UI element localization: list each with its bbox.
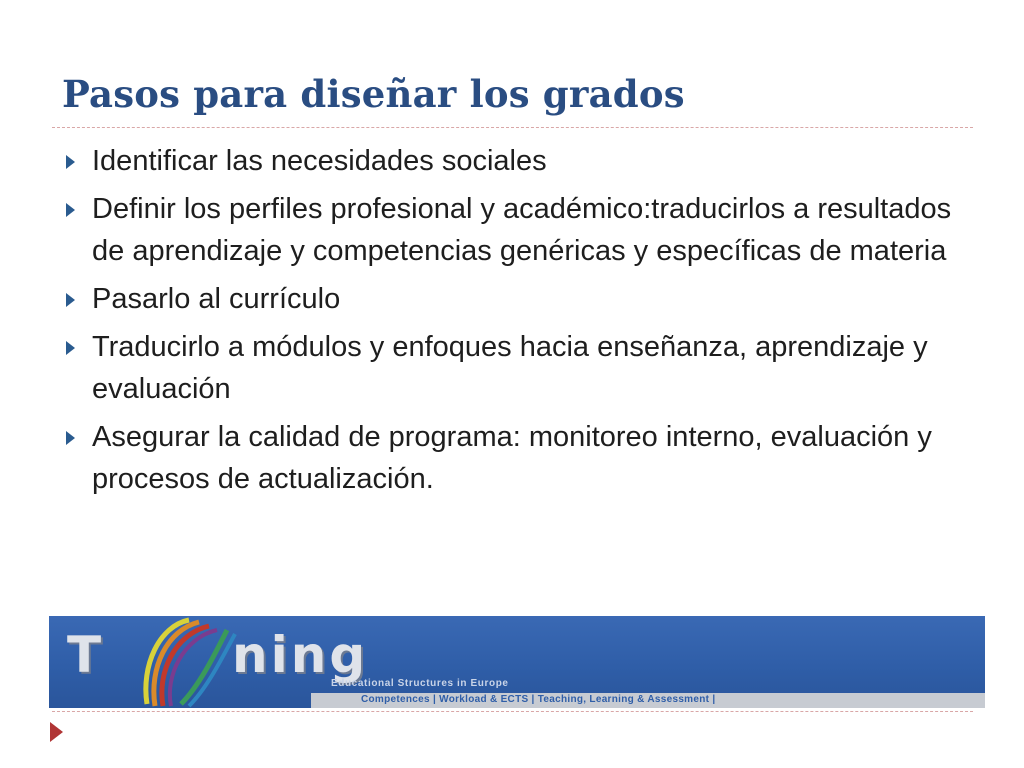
bullet-item — [62, 416, 962, 500]
banner-subtitle: Educational Structures in Europe — [331, 678, 509, 689]
bullet-list — [62, 140, 962, 506]
bullet-item — [62, 140, 962, 182]
bullet-text: Asegurar la calidad de programa: monitoreo interno, evaluación y procesos de actualización. — [92, 421, 932, 495]
slide-marker-icon — [50, 722, 63, 742]
bullet-text: Definir los perfiles profesional y académico:traducirlos a resultados de aprendizaje y competencias genéricas y específicas de materia — [92, 193, 952, 267]
banner-logo-letter: T — [67, 626, 102, 684]
bullet-arrow-icon — [66, 203, 75, 217]
banner-strip-text: Competences | Workload & ECTS | Teaching, Learning & Assessment | — [361, 694, 716, 705]
banner-logo-word: ning — [232, 626, 369, 684]
bullet-arrow-icon — [66, 293, 75, 307]
bullet-arrow-icon — [66, 341, 75, 355]
banner-strip — [311, 693, 985, 708]
bullet-text: Traducirlo a módulos y enfoques hacia enseñanza, aprendizaje y evaluación — [92, 331, 928, 405]
bullet-text: Identificar las necesidades sociales — [92, 145, 547, 177]
title-divider — [52, 127, 973, 128]
bullet-item — [62, 326, 962, 410]
bullet-text: Pasarlo al currículo — [92, 283, 341, 315]
bullet-arrow-icon — [66, 155, 75, 169]
bullet-item — [62, 188, 962, 272]
footer-divider — [52, 711, 973, 712]
slide-title: Pasos para diseñar los grados — [62, 72, 685, 116]
tuning-banner — [49, 616, 985, 708]
bullet-arrow-icon — [66, 431, 75, 445]
bullet-item — [62, 278, 962, 320]
